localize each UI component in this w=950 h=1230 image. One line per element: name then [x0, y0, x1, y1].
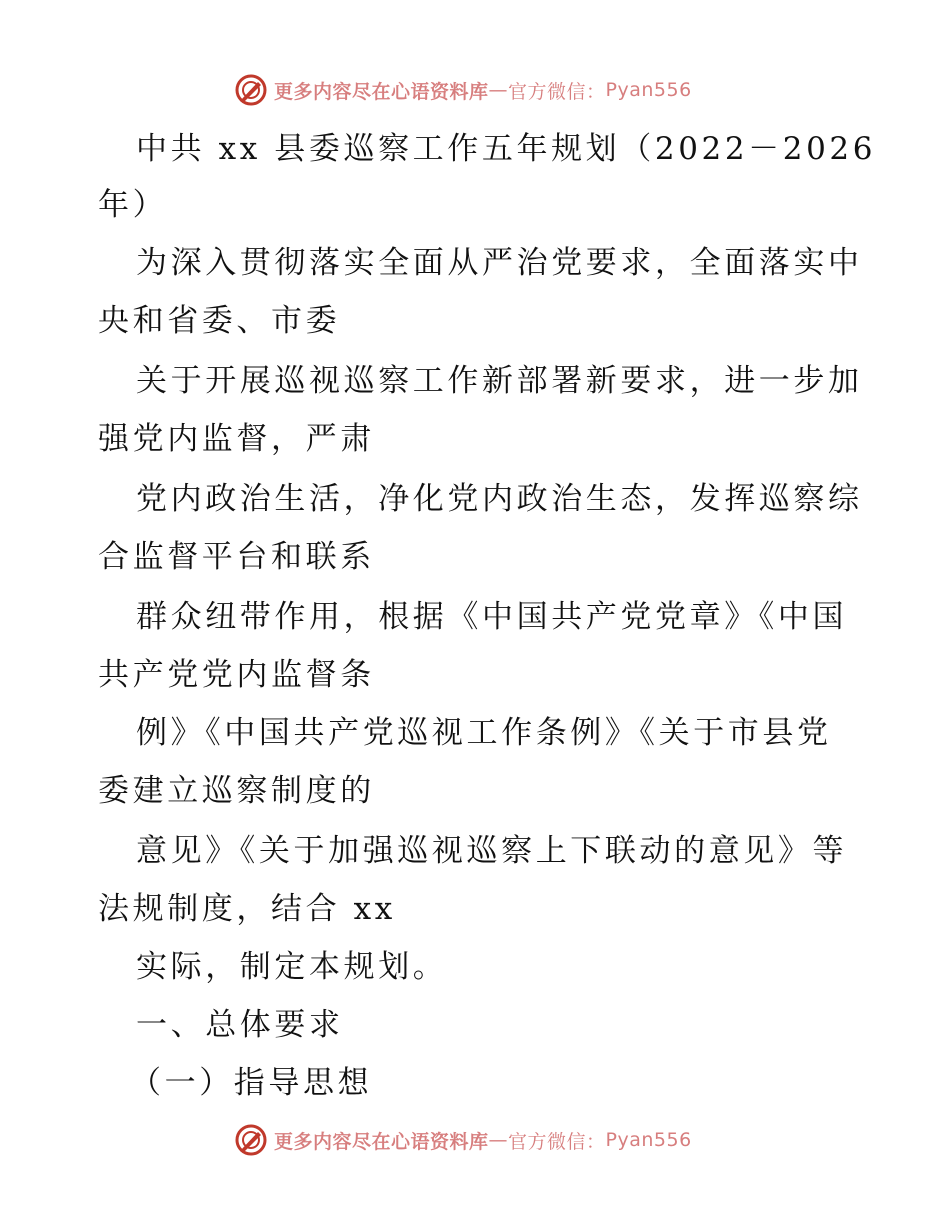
watermark-id-text: Pyan556	[605, 1129, 692, 1151]
watermark-dash: —	[488, 79, 509, 101]
subsection-heading: （一）指导思想	[130, 1065, 373, 1101]
doc-line: 法规制度，结合 xx	[98, 891, 396, 927]
logo-seal-icon	[234, 1123, 268, 1157]
doc-title-line-1: 中共 xx 县委巡察工作五年规划（2022－2026	[136, 131, 877, 167]
header-watermark	[234, 72, 692, 108]
doc-line: 意见》《关于加强巡视巡察上下联动的意见》等	[136, 833, 848, 869]
footer-watermark	[234, 1122, 692, 1158]
doc-line: 党内政治生活，净化党内政治生态，发挥巡察综	[136, 481, 863, 517]
watermark-sub-text: 官方微信：	[508, 80, 606, 103]
doc-line: 例》《中国共产党巡视工作条例》《关于市县党	[136, 715, 832, 751]
doc-line: 合监督平台和联系	[98, 539, 375, 575]
watermark-dash: —	[488, 1129, 509, 1151]
watermark-main-text: 更多内容尽在心语资料库	[274, 1130, 489, 1153]
doc-line: 实际，制定本规划。	[136, 949, 448, 985]
logo-seal-icon	[234, 73, 268, 107]
doc-line: 央和省委、市委	[98, 303, 341, 339]
doc-line: 强党内监督，严肃	[98, 421, 375, 457]
doc-title-line-2: 年）	[98, 187, 168, 223]
section-heading: 一、总体要求	[136, 1007, 344, 1043]
watermark-id-text: Pyan556	[605, 79, 692, 101]
watermark-sub-text: 官方微信：	[508, 1130, 606, 1153]
doc-line: 为深入贯彻落实全面从严治党要求，全面落实中	[136, 245, 863, 281]
doc-line: 关于开展巡视巡察工作新部署新要求，进一步加	[136, 363, 863, 399]
watermark-main-text: 更多内容尽在心语资料库	[274, 80, 489, 103]
doc-line: 共产党党内监督条	[98, 657, 375, 693]
doc-line: 群众纽带作用，根据《中国共产党党章》《中国	[136, 599, 848, 635]
doc-line: 委建立巡察制度的	[98, 773, 375, 809]
